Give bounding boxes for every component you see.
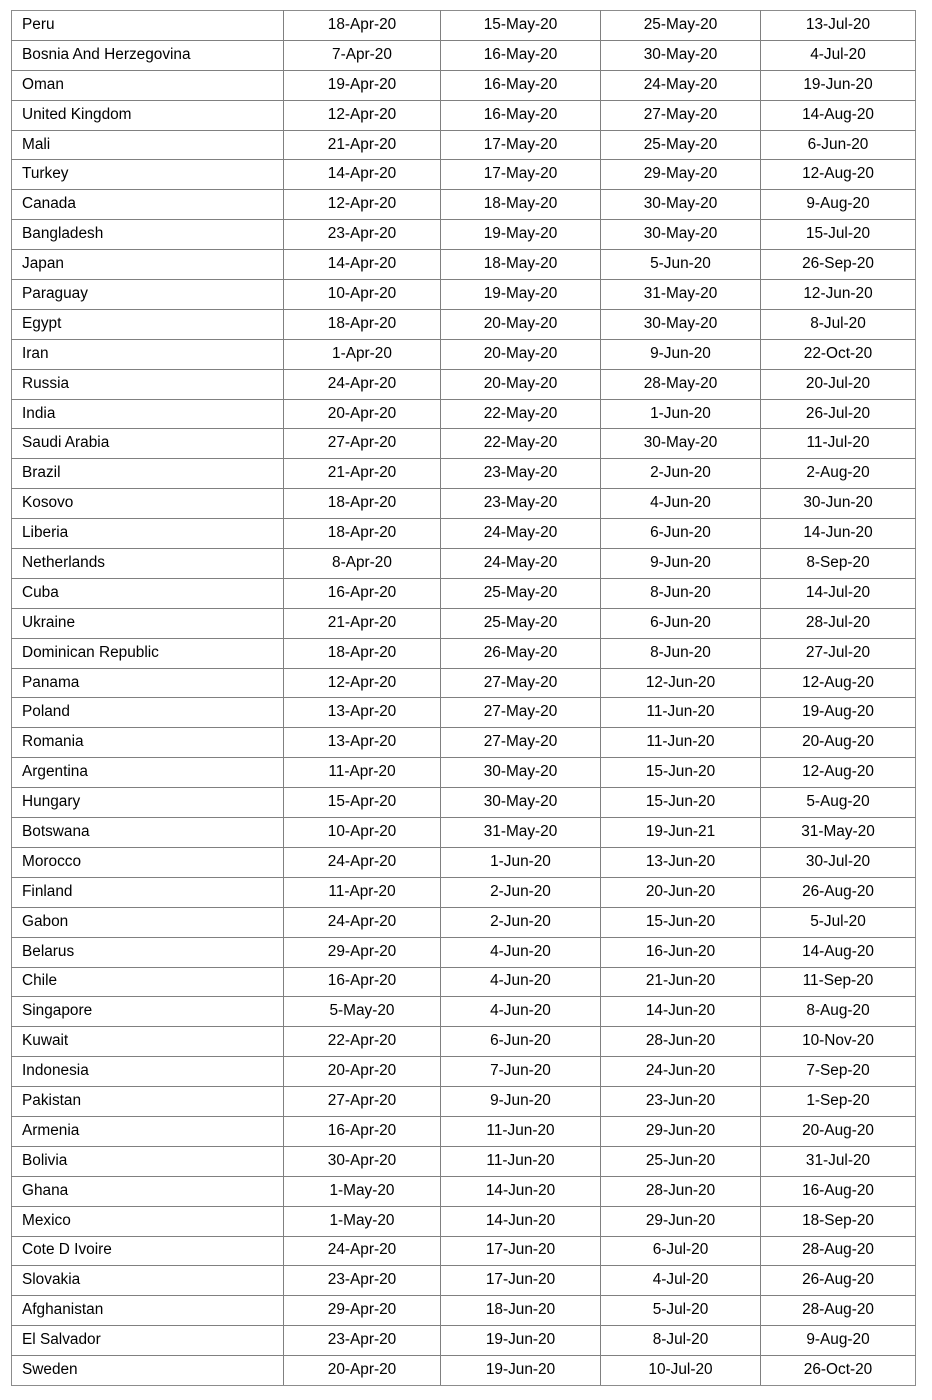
cell-date_2: 19-May-20 bbox=[441, 280, 601, 310]
table-row bbox=[12, 877, 916, 907]
cell-date_2: 27-May-20 bbox=[441, 698, 601, 728]
cell-date_4: 10-Nov-20 bbox=[761, 1027, 916, 1057]
cell-date_3: 29-Jun-20 bbox=[601, 1116, 761, 1146]
cell-country: Argentina bbox=[12, 758, 284, 788]
cell-date_1: 30-Apr-20 bbox=[284, 1146, 441, 1176]
cell-date_1: 15-Apr-20 bbox=[284, 788, 441, 818]
cell-date_1: 18-Apr-20 bbox=[284, 11, 441, 41]
cell-country: Singapore bbox=[12, 997, 284, 1027]
cell-date_4: 12-Aug-20 bbox=[761, 160, 916, 190]
cell-date_3: 19-Jun-21 bbox=[601, 818, 761, 848]
cell-date_4: 2-Aug-20 bbox=[761, 459, 916, 489]
cell-date_3: 13-Jun-20 bbox=[601, 847, 761, 877]
table-row bbox=[12, 638, 916, 668]
cell-date_1: 24-Apr-20 bbox=[284, 847, 441, 877]
cell-date_3: 4-Jun-20 bbox=[601, 489, 761, 519]
cell-date_1: 13-Apr-20 bbox=[284, 698, 441, 728]
cell-date_2: 18-Jun-20 bbox=[441, 1296, 601, 1326]
cell-date_4: 30-Jun-20 bbox=[761, 489, 916, 519]
cell-date_2: 27-May-20 bbox=[441, 668, 601, 698]
cell-date_1: 21-Apr-20 bbox=[284, 130, 441, 160]
cell-date_1: 8-Apr-20 bbox=[284, 549, 441, 579]
cell-date_4: 19-Jun-20 bbox=[761, 70, 916, 100]
cell-date_2: 19-May-20 bbox=[441, 220, 601, 250]
cell-date_2: 7-Jun-20 bbox=[441, 1057, 601, 1087]
cell-date_3: 8-Jun-20 bbox=[601, 638, 761, 668]
cell-date_4: 19-Aug-20 bbox=[761, 698, 916, 728]
cell-country: Mexico bbox=[12, 1206, 284, 1236]
cell-date_2: 16-May-20 bbox=[441, 100, 601, 130]
cell-date_2: 15-May-20 bbox=[441, 11, 601, 41]
table-row bbox=[12, 668, 916, 698]
cell-date_3: 5-Jul-20 bbox=[601, 1296, 761, 1326]
cell-date_3: 31-May-20 bbox=[601, 280, 761, 310]
cell-date_4: 26-Oct-20 bbox=[761, 1356, 916, 1386]
cell-date_2: 1-Jun-20 bbox=[441, 847, 601, 877]
cell-date_3: 30-May-20 bbox=[601, 309, 761, 339]
cell-date_3: 15-Jun-20 bbox=[601, 788, 761, 818]
cell-date_4: 22-Oct-20 bbox=[761, 339, 916, 369]
cell-date_2: 20-May-20 bbox=[441, 309, 601, 339]
cell-date_3: 23-Jun-20 bbox=[601, 1087, 761, 1117]
table-row bbox=[12, 220, 916, 250]
cell-date_1: 20-Apr-20 bbox=[284, 399, 441, 429]
cell-country: Paraguay bbox=[12, 280, 284, 310]
cell-date_4: 14-Aug-20 bbox=[761, 937, 916, 967]
cell-date_1: 1-Apr-20 bbox=[284, 339, 441, 369]
cell-country: Liberia bbox=[12, 519, 284, 549]
cell-date_4: 20-Jul-20 bbox=[761, 369, 916, 399]
cell-date_3: 21-Jun-20 bbox=[601, 967, 761, 997]
cell-country: Brazil bbox=[12, 459, 284, 489]
table-row bbox=[12, 250, 916, 280]
cell-date_1: 12-Apr-20 bbox=[284, 190, 441, 220]
cell-date_4: 30-Jul-20 bbox=[761, 847, 916, 877]
cell-date_3: 30-May-20 bbox=[601, 190, 761, 220]
cell-date_3: 24-Jun-20 bbox=[601, 1057, 761, 1087]
cell-date_2: 4-Jun-20 bbox=[441, 937, 601, 967]
cell-date_4: 14-Jul-20 bbox=[761, 578, 916, 608]
cell-date_3: 25-Jun-20 bbox=[601, 1146, 761, 1176]
cell-country: Pakistan bbox=[12, 1087, 284, 1117]
cell-date_3: 8-Jul-20 bbox=[601, 1326, 761, 1356]
table-row bbox=[12, 459, 916, 489]
cell-date_2: 9-Jun-20 bbox=[441, 1087, 601, 1117]
cell-date_2: 20-May-20 bbox=[441, 339, 601, 369]
table-row bbox=[12, 1236, 916, 1266]
table-row bbox=[12, 698, 916, 728]
table-row bbox=[12, 11, 916, 41]
cell-date_1: 23-Apr-20 bbox=[284, 1266, 441, 1296]
cell-date_2: 14-Jun-20 bbox=[441, 1206, 601, 1236]
cell-date_3: 28-Jun-20 bbox=[601, 1176, 761, 1206]
cell-country: Netherlands bbox=[12, 549, 284, 579]
cell-date_3: 11-Jun-20 bbox=[601, 728, 761, 758]
table-row bbox=[12, 1027, 916, 1057]
cell-date_1: 22-Apr-20 bbox=[284, 1027, 441, 1057]
cell-date_2: 14-Jun-20 bbox=[441, 1176, 601, 1206]
cell-country: Armenia bbox=[12, 1116, 284, 1146]
cell-date_2: 11-Jun-20 bbox=[441, 1146, 601, 1176]
table-row bbox=[12, 339, 916, 369]
table-row bbox=[12, 309, 916, 339]
cell-date_1: 16-Apr-20 bbox=[284, 967, 441, 997]
cell-date_1: 10-Apr-20 bbox=[284, 280, 441, 310]
cell-date_4: 13-Jul-20 bbox=[761, 11, 916, 41]
table-row bbox=[12, 967, 916, 997]
cell-date_3: 30-May-20 bbox=[601, 429, 761, 459]
cell-date_4: 12-Aug-20 bbox=[761, 758, 916, 788]
cell-date_4: 28-Aug-20 bbox=[761, 1296, 916, 1326]
cell-country: Romania bbox=[12, 728, 284, 758]
table-row bbox=[12, 549, 916, 579]
cell-date_3: 6-Jul-20 bbox=[601, 1236, 761, 1266]
cell-date_1: 24-Apr-20 bbox=[284, 369, 441, 399]
cell-date_4: 5-Aug-20 bbox=[761, 788, 916, 818]
cell-date_1: 21-Apr-20 bbox=[284, 459, 441, 489]
cell-date_3: 29-Jun-20 bbox=[601, 1206, 761, 1236]
cell-country: Cote D Ivoire bbox=[12, 1236, 284, 1266]
cell-date_2: 17-May-20 bbox=[441, 130, 601, 160]
table-row bbox=[12, 1326, 916, 1356]
cell-date_2: 27-May-20 bbox=[441, 728, 601, 758]
cell-date_4: 31-May-20 bbox=[761, 818, 916, 848]
cell-country: Turkey bbox=[12, 160, 284, 190]
cell-date_3: 24-May-20 bbox=[601, 70, 761, 100]
cell-date_1: 29-Apr-20 bbox=[284, 1296, 441, 1326]
cell-country: Ghana bbox=[12, 1176, 284, 1206]
table-row bbox=[12, 1356, 916, 1386]
cell-date_4: 9-Aug-20 bbox=[761, 1326, 916, 1356]
table-row bbox=[12, 608, 916, 638]
cell-date_3: 14-Jun-20 bbox=[601, 997, 761, 1027]
cell-date_4: 28-Aug-20 bbox=[761, 1236, 916, 1266]
cell-date_4: 9-Aug-20 bbox=[761, 190, 916, 220]
cell-date_3: 15-Jun-20 bbox=[601, 907, 761, 937]
cell-date_3: 30-May-20 bbox=[601, 40, 761, 70]
country-dates-table bbox=[11, 10, 916, 1386]
cell-date_1: 1-May-20 bbox=[284, 1176, 441, 1206]
cell-date_1: 20-Apr-20 bbox=[284, 1356, 441, 1386]
cell-country: Poland bbox=[12, 698, 284, 728]
cell-date_2: 31-May-20 bbox=[441, 818, 601, 848]
cell-date_3: 8-Jun-20 bbox=[601, 578, 761, 608]
cell-date_1: 19-Apr-20 bbox=[284, 70, 441, 100]
cell-date_2: 23-May-20 bbox=[441, 489, 601, 519]
cell-country: Oman bbox=[12, 70, 284, 100]
cell-country: Egypt bbox=[12, 309, 284, 339]
cell-date_3: 4-Jul-20 bbox=[601, 1266, 761, 1296]
cell-date_1: 1-May-20 bbox=[284, 1206, 441, 1236]
cell-date_1: 27-Apr-20 bbox=[284, 1087, 441, 1117]
cell-date_3: 29-May-20 bbox=[601, 160, 761, 190]
cell-country: Bolivia bbox=[12, 1146, 284, 1176]
cell-date_3: 27-May-20 bbox=[601, 100, 761, 130]
cell-date_2: 18-May-20 bbox=[441, 250, 601, 280]
cell-date_4: 4-Jul-20 bbox=[761, 40, 916, 70]
cell-date_1: 23-Apr-20 bbox=[284, 220, 441, 250]
cell-date_1: 5-May-20 bbox=[284, 997, 441, 1027]
cell-date_4: 20-Aug-20 bbox=[761, 1116, 916, 1146]
table-row bbox=[12, 1057, 916, 1087]
table-row bbox=[12, 70, 916, 100]
cell-date_2: 11-Jun-20 bbox=[441, 1116, 601, 1146]
cell-date_2: 17-Jun-20 bbox=[441, 1266, 601, 1296]
cell-date_3: 28-May-20 bbox=[601, 369, 761, 399]
cell-date_1: 10-Apr-20 bbox=[284, 818, 441, 848]
cell-date_2: 4-Jun-20 bbox=[441, 967, 601, 997]
cell-date_4: 20-Aug-20 bbox=[761, 728, 916, 758]
table-row bbox=[12, 997, 916, 1027]
cell-date_3: 2-Jun-20 bbox=[601, 459, 761, 489]
cell-date_1: 14-Apr-20 bbox=[284, 250, 441, 280]
table-row bbox=[12, 818, 916, 848]
cell-date_4: 26-Jul-20 bbox=[761, 399, 916, 429]
cell-date_2: 25-May-20 bbox=[441, 608, 601, 638]
cell-date_3: 30-May-20 bbox=[601, 220, 761, 250]
cell-date_4: 8-Aug-20 bbox=[761, 997, 916, 1027]
table-row bbox=[12, 1206, 916, 1236]
cell-date_1: 18-Apr-20 bbox=[284, 519, 441, 549]
cell-date_3: 9-Jun-20 bbox=[601, 549, 761, 579]
cell-date_4: 12-Aug-20 bbox=[761, 668, 916, 698]
table-row bbox=[12, 1266, 916, 1296]
cell-date_1: 24-Apr-20 bbox=[284, 907, 441, 937]
cell-date_4: 7-Sep-20 bbox=[761, 1057, 916, 1087]
cell-date_2: 16-May-20 bbox=[441, 40, 601, 70]
table-row bbox=[12, 937, 916, 967]
cell-date_2: 30-May-20 bbox=[441, 788, 601, 818]
table-body bbox=[12, 11, 916, 1386]
cell-date_2: 2-Jun-20 bbox=[441, 907, 601, 937]
table-row bbox=[12, 788, 916, 818]
cell-date_1: 12-Apr-20 bbox=[284, 668, 441, 698]
cell-date_1: 11-Apr-20 bbox=[284, 758, 441, 788]
cell-date_2: 23-May-20 bbox=[441, 459, 601, 489]
cell-date_2: 22-May-20 bbox=[441, 429, 601, 459]
cell-country: India bbox=[12, 399, 284, 429]
cell-date_4: 8-Jul-20 bbox=[761, 309, 916, 339]
cell-date_4: 15-Jul-20 bbox=[761, 220, 916, 250]
cell-date_1: 24-Apr-20 bbox=[284, 1236, 441, 1266]
cell-date_4: 26-Sep-20 bbox=[761, 250, 916, 280]
cell-date_1: 13-Apr-20 bbox=[284, 728, 441, 758]
cell-date_1: 11-Apr-20 bbox=[284, 877, 441, 907]
table-row bbox=[12, 1146, 916, 1176]
cell-date_1: 18-Apr-20 bbox=[284, 489, 441, 519]
cell-date_3: 5-Jun-20 bbox=[601, 250, 761, 280]
cell-date_2: 4-Jun-20 bbox=[441, 997, 601, 1027]
cell-country: Ukraine bbox=[12, 608, 284, 638]
table-row bbox=[12, 847, 916, 877]
cell-date_4: 26-Aug-20 bbox=[761, 877, 916, 907]
cell-country: Panama bbox=[12, 668, 284, 698]
cell-date_1: 7-Apr-20 bbox=[284, 40, 441, 70]
table-row bbox=[12, 519, 916, 549]
cell-date_1: 21-Apr-20 bbox=[284, 608, 441, 638]
cell-country: Russia bbox=[12, 369, 284, 399]
cell-date_3: 6-Jun-20 bbox=[601, 519, 761, 549]
cell-country: Sweden bbox=[12, 1356, 284, 1386]
cell-date_4: 11-Sep-20 bbox=[761, 967, 916, 997]
table-row bbox=[12, 369, 916, 399]
cell-country: Bangladesh bbox=[12, 220, 284, 250]
cell-date_2: 19-Jun-20 bbox=[441, 1356, 601, 1386]
cell-country: Bosnia And Herzegovina bbox=[12, 40, 284, 70]
cell-date_3: 25-May-20 bbox=[601, 11, 761, 41]
cell-date_2: 24-May-20 bbox=[441, 519, 601, 549]
cell-date_4: 31-Jul-20 bbox=[761, 1146, 916, 1176]
cell-date_3: 16-Jun-20 bbox=[601, 937, 761, 967]
cell-date_3: 15-Jun-20 bbox=[601, 758, 761, 788]
table-row bbox=[12, 399, 916, 429]
cell-date_1: 27-Apr-20 bbox=[284, 429, 441, 459]
cell-date_2: 6-Jun-20 bbox=[441, 1027, 601, 1057]
cell-date_2: 17-May-20 bbox=[441, 160, 601, 190]
cell-country: Belarus bbox=[12, 937, 284, 967]
table-row bbox=[12, 489, 916, 519]
cell-date_1: 16-Apr-20 bbox=[284, 578, 441, 608]
cell-country: Hungary bbox=[12, 788, 284, 818]
table-row bbox=[12, 1116, 916, 1146]
cell-country: Chile bbox=[12, 967, 284, 997]
cell-country: United Kingdom bbox=[12, 100, 284, 130]
table-row bbox=[12, 160, 916, 190]
cell-date_2: 26-May-20 bbox=[441, 638, 601, 668]
cell-date_1: 29-Apr-20 bbox=[284, 937, 441, 967]
cell-date_4: 14-Jun-20 bbox=[761, 519, 916, 549]
cell-date_4: 12-Jun-20 bbox=[761, 280, 916, 310]
cell-date_3: 10-Jul-20 bbox=[601, 1356, 761, 1386]
cell-date_4: 14-Aug-20 bbox=[761, 100, 916, 130]
cell-date_2: 17-Jun-20 bbox=[441, 1236, 601, 1266]
cell-date_4: 5-Jul-20 bbox=[761, 907, 916, 937]
cell-country: Slovakia bbox=[12, 1266, 284, 1296]
cell-date_1: 14-Apr-20 bbox=[284, 160, 441, 190]
table-row bbox=[12, 907, 916, 937]
cell-country: Dominican Republic bbox=[12, 638, 284, 668]
cell-date_2: 18-May-20 bbox=[441, 190, 601, 220]
table-row bbox=[12, 40, 916, 70]
cell-country: Gabon bbox=[12, 907, 284, 937]
table-row bbox=[12, 758, 916, 788]
cell-date_4: 26-Aug-20 bbox=[761, 1266, 916, 1296]
cell-date_3: 1-Jun-20 bbox=[601, 399, 761, 429]
cell-date_4: 11-Jul-20 bbox=[761, 429, 916, 459]
cell-date_2: 20-May-20 bbox=[441, 369, 601, 399]
cell-date_4: 1-Sep-20 bbox=[761, 1087, 916, 1117]
cell-date_3: 6-Jun-20 bbox=[601, 608, 761, 638]
cell-country: Mali bbox=[12, 130, 284, 160]
cell-date_4: 8-Sep-20 bbox=[761, 549, 916, 579]
cell-date_3: 20-Jun-20 bbox=[601, 877, 761, 907]
cell-date_2: 19-Jun-20 bbox=[441, 1326, 601, 1356]
table-row bbox=[12, 1087, 916, 1117]
cell-date_3: 11-Jun-20 bbox=[601, 698, 761, 728]
cell-date_2: 22-May-20 bbox=[441, 399, 601, 429]
cell-country: Botswana bbox=[12, 818, 284, 848]
cell-date_2: 25-May-20 bbox=[441, 578, 601, 608]
cell-date_2: 16-May-20 bbox=[441, 70, 601, 100]
table-row bbox=[12, 130, 916, 160]
cell-country: El Salvador bbox=[12, 1326, 284, 1356]
cell-country: Cuba bbox=[12, 578, 284, 608]
table-row bbox=[12, 429, 916, 459]
table-row bbox=[12, 578, 916, 608]
cell-country: Indonesia bbox=[12, 1057, 284, 1087]
cell-country: Kosovo bbox=[12, 489, 284, 519]
table-row bbox=[12, 1296, 916, 1326]
cell-date_4: 18-Sep-20 bbox=[761, 1206, 916, 1236]
cell-country: Canada bbox=[12, 190, 284, 220]
cell-country: Saudi Arabia bbox=[12, 429, 284, 459]
cell-country: Iran bbox=[12, 339, 284, 369]
cell-date_4: 16-Aug-20 bbox=[761, 1176, 916, 1206]
cell-date_2: 2-Jun-20 bbox=[441, 877, 601, 907]
cell-date_3: 25-May-20 bbox=[601, 130, 761, 160]
cell-country: Morocco bbox=[12, 847, 284, 877]
table-row bbox=[12, 100, 916, 130]
cell-country: Finland bbox=[12, 877, 284, 907]
cell-date_1: 23-Apr-20 bbox=[284, 1326, 441, 1356]
cell-date_3: 9-Jun-20 bbox=[601, 339, 761, 369]
cell-date_3: 28-Jun-20 bbox=[601, 1027, 761, 1057]
cell-date_2: 24-May-20 bbox=[441, 549, 601, 579]
cell-date_2: 30-May-20 bbox=[441, 758, 601, 788]
cell-country: Peru bbox=[12, 11, 284, 41]
cell-date_1: 16-Apr-20 bbox=[284, 1116, 441, 1146]
cell-country: Afghanistan bbox=[12, 1296, 284, 1326]
cell-date_4: 28-Jul-20 bbox=[761, 608, 916, 638]
cell-date_3: 12-Jun-20 bbox=[601, 668, 761, 698]
cell-date_1: 18-Apr-20 bbox=[284, 638, 441, 668]
table-row bbox=[12, 728, 916, 758]
cell-date_4: 6-Jun-20 bbox=[761, 130, 916, 160]
table-row bbox=[12, 280, 916, 310]
cell-country: Kuwait bbox=[12, 1027, 284, 1057]
cell-date_1: 18-Apr-20 bbox=[284, 309, 441, 339]
cell-date_4: 27-Jul-20 bbox=[761, 638, 916, 668]
cell-country: Japan bbox=[12, 250, 284, 280]
table-row bbox=[12, 1176, 916, 1206]
table-row bbox=[12, 190, 916, 220]
cell-date_1: 12-Apr-20 bbox=[284, 100, 441, 130]
cell-date_1: 20-Apr-20 bbox=[284, 1057, 441, 1087]
